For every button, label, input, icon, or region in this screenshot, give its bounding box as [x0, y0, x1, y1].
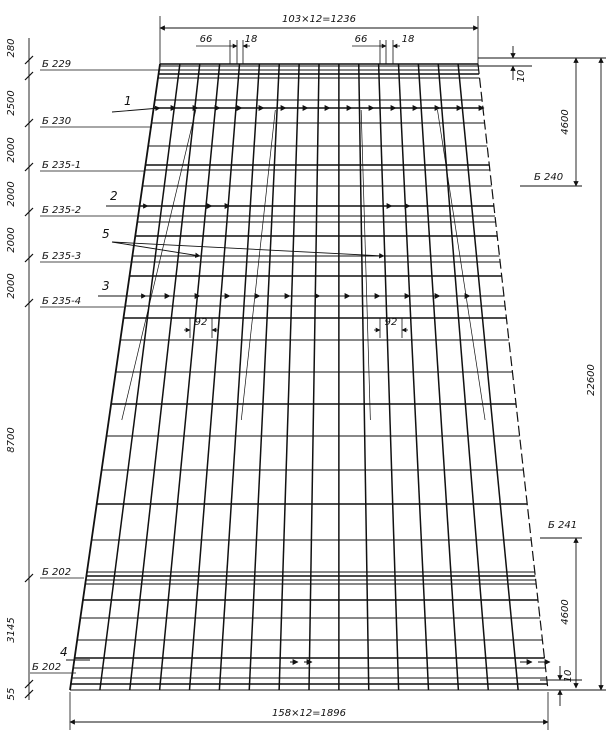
vertical-bar	[438, 64, 488, 690]
level-label-b235-2: Б 235-2	[42, 205, 82, 216]
top-left-gap: 18	[244, 34, 258, 45]
top-width-label: 103×12=1236	[281, 14, 357, 25]
reinforcement-mesh	[70, 64, 550, 690]
left-dim-8700: 8700	[6, 427, 17, 453]
callout-4: 4	[60, 645, 68, 659]
level-label-b235-4: Б 235-4	[42, 296, 82, 307]
top-spacing-dimensions	[196, 40, 400, 64]
level-label-b230: Б 230	[42, 116, 72, 127]
left-dim-2000-d: 2000	[6, 273, 17, 299]
left-dim-2500: 2500	[6, 90, 17, 116]
top-left-spacing: 66	[199, 34, 213, 45]
right-top-offset: 10	[516, 69, 527, 83]
bottom-width-label: 158×12=1896	[271, 708, 347, 719]
right-bottom-offset: 10	[563, 669, 574, 683]
secondary-bar	[122, 110, 196, 420]
level-label-b240: Б 240	[534, 172, 564, 183]
level-label-b235-3: Б 235-3	[42, 251, 82, 262]
level-label-b235-1: Б 235-1	[42, 160, 82, 171]
left-dim-2000-b: 2000	[6, 181, 17, 207]
callout-2: 2	[110, 189, 118, 203]
left-dim-3145: 3145	[6, 617, 17, 643]
right-upper-dim: 4600	[560, 109, 571, 135]
left-dim-2000-a: 2000	[6, 137, 17, 163]
left-dim-55: 55	[6, 687, 17, 701]
callout-3: 3	[102, 279, 110, 293]
left-dim-2000-c: 2000	[6, 227, 17, 253]
vertical-bar	[359, 64, 369, 690]
mid-right-spacing: 92	[384, 317, 398, 328]
vertical-bar	[190, 64, 240, 690]
right-lower-dim: 4600	[560, 599, 571, 625]
mesh-left-edge	[70, 64, 160, 690]
callout-1: 1	[124, 94, 132, 108]
level-label-b241: Б 241	[548, 520, 578, 531]
top-right-gap: 18	[401, 34, 415, 45]
mid-left-spacing: 92	[194, 317, 208, 328]
total-height-dim: 22600	[586, 364, 597, 396]
level-label-b202-upper: Б 202	[42, 567, 72, 578]
vertical-bar	[379, 64, 399, 690]
left-dim-280: 280	[6, 38, 17, 58]
bottom-width-dimension	[70, 692, 548, 730]
level-label-b229: Б 229	[42, 59, 72, 70]
vertical-bar	[309, 64, 319, 690]
level-label-b202-lower: Б 202	[32, 662, 62, 673]
vertical-bar	[279, 64, 299, 690]
callout-5: 5	[102, 227, 110, 241]
top-right-spacing: 66	[354, 34, 368, 45]
vertical-bar	[458, 64, 518, 690]
